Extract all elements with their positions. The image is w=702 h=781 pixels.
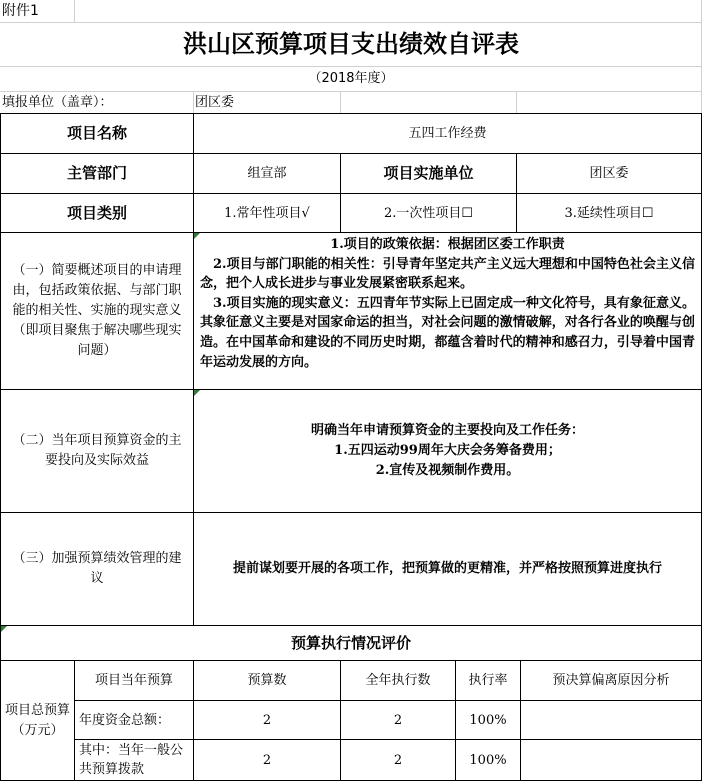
year-label: （2018年度） [308,71,394,86]
section3-content: 提前谋划要开展的各项工作，把预算做的更精准，并严格按照预算进度执行 [232,561,662,576]
gridline [516,91,517,113]
budget-header: 执行率 [468,673,508,688]
budget-side-label: 项目总预算（万元） [5,702,71,738]
project-name-label: 项目名称 [66,124,127,142]
budget-row-item: 年度资金总额： [79,712,171,728]
section1-line: 3.项目实施的现实意义：五四青年节实际上已固定成一种文化符号，具有象征意义。其象征意义主要是对国家命运的担当，对社会问题的激情破解，对各行各业的唤醒与创造。在中国革命和建设的不同历史时期，都蕴含着时代的精神和感召力，引导着中国青年运动发展的方向。 [200,295,695,370]
budget-header: 全年执行数 [365,673,431,688]
section3-label: （三）加强预算绩效管理的建议 [12,551,182,586]
budget-header: 预算数 [247,673,287,688]
attachment-label: 附件1 [2,2,39,19]
section1-line: 1.项目的政策依据：根据团区委工作职责 [330,237,565,252]
budget-row-analysis [521,701,701,739]
budget-header: 预决算偏离原因分析 [552,673,670,688]
impl-unit-label: 项目实施单位 [383,164,474,182]
budget-section-title: 预算执行情况评价 [290,633,411,652]
category-option-2: 2.一次性项目☐ [383,205,474,221]
reporter-label: 填报单位（盖章）： [2,94,113,110]
section1-line: 2.项目与部门职能的相关性：引导青年坚定共产主义远大理想和中国特色社会主义信念，把个人成长进步与事业发展紧密联系起来。 [200,256,695,292]
budget-row-budget: 2 [262,712,272,728]
budget-row-executed: 2 [393,752,403,768]
section2-line: 2.宣传及视频制作费用。 [375,463,520,478]
project-name-value: 五四工作经费 [408,126,487,141]
dept-label: 主管部门 [66,164,127,182]
budget-row-rate: 100% [469,752,507,768]
section2-line: 明确当年申请预算资金的主要投向及工作任务： [310,423,584,438]
budget-header: 项目当年预算 [94,673,173,688]
reporter-value: 团区委 [195,94,235,110]
impl-unit-value: 团区委 [589,166,629,181]
section1-content [194,233,701,389]
gridline [74,0,75,22]
budget-row-executed: 2 [393,712,403,728]
budget-row-analysis [521,740,701,780]
gridline [340,91,341,113]
section2-line: 1.五四运动99周年大庆会务筹备费用； [334,443,561,458]
dept-value: 组宣部 [247,166,287,181]
category-option-3: 3.延续性项目☐ [564,205,654,221]
budget-row-item: 其中：当年一般公共预算拨款 [79,743,184,777]
budget-row-rate: 100% [469,712,507,728]
section2-label: （二）当年项目预算资金的主要投向及实际效益 [12,433,182,468]
page-title: 洪山区预算项目支出绩效自评表 [183,29,519,58]
section2-content [194,390,701,512]
section1-label: （一）简要概述项目的申请理由，包括政策依据、与部门职能的相关性、实施的现实意义（即项目聚焦于解决哪些现实问题） [12,263,182,358]
category-label: 项目类别 [66,203,127,222]
budget-row-budget: 2 [262,752,272,768]
category-option-1: 1.常年性项目√ [224,205,310,221]
